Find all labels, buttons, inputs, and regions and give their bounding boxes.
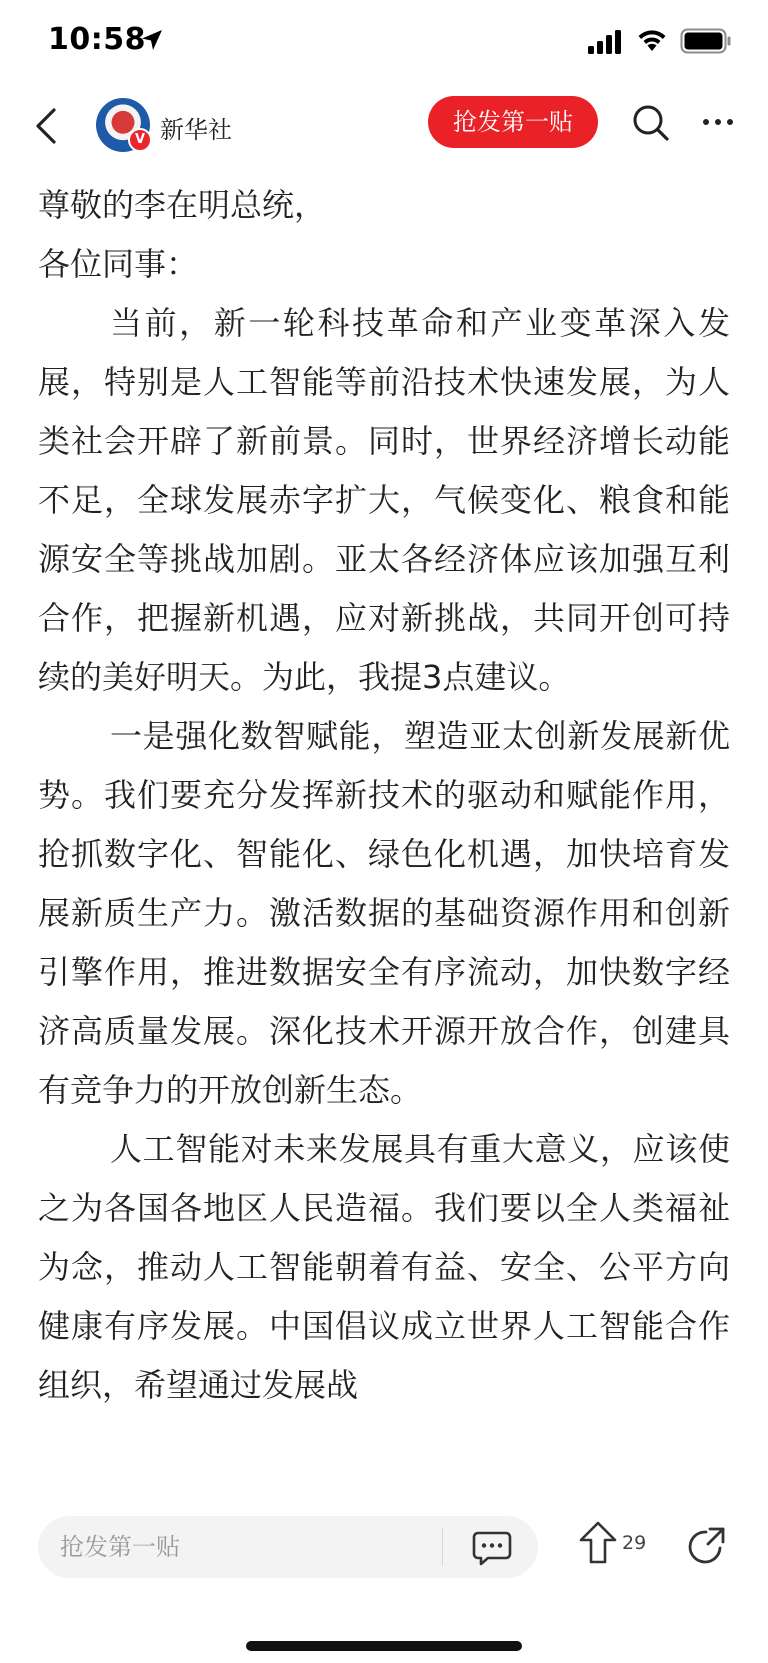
search-icon[interactable] — [630, 102, 670, 142]
bottom-toolbar — [0, 1496, 768, 1663]
verified-badge: V — [128, 128, 152, 152]
cellular-signal-icon — [588, 30, 624, 54]
article-paragraph: 一是强化数智赋能，塑造亚太创新发展新优势。我们要充分发挥新技术的驱动和赋能作用，抢抓数字化、智能化、绿色化机遇，加快培育发展新质生产力。激活数据的基础资源作用和创新引擎作用，推进数据安全有序流动，加快数字经济高质量发展。深化技术开源开放合作，创建具有竞争力的开放创新生态。 — [38, 717, 730, 1109]
share-count: 29 — [622, 1532, 647, 1554]
first-post-button[interactable]: 抢发第一贴 — [428, 96, 598, 148]
comment-bubble-icon[interactable] — [472, 1530, 512, 1566]
battery-icon — [680, 28, 732, 54]
comment-placeholder: 抢发第一贴 — [60, 1533, 180, 1561]
status-time: 10:58 — [48, 22, 146, 57]
article-body — [38, 176, 730, 1496]
status-bar — [0, 0, 768, 84]
article-greeting: 各位同事： — [38, 245, 199, 283]
input-divider — [442, 1528, 443, 1566]
back-button[interactable] — [28, 104, 68, 148]
wifi-icon — [636, 28, 668, 52]
location-arrow-icon — [140, 28, 164, 52]
article-paragraph: 当前，新一轮科技革命和产业变革深入发展，特别是人工智能等前沿技术快速发展，为人类社会开辟了新前景。同时，世界经济增长动能不足，全球发展赤字扩大，气候变化、粮食和能源安全等挑战加剧。亚太各经济体应该加强互利合作，把握新机遇，应对新挑战，共同开创可持续的美好明天。为此，我提3点建议。 — [38, 304, 730, 696]
account-name[interactable]: 新华社 — [160, 116, 232, 144]
nav-bar — [0, 84, 768, 176]
home-indicator — [246, 1641, 522, 1651]
more-dots-icon[interactable] — [698, 102, 738, 142]
comment-input[interactable] — [38, 1516, 538, 1578]
article-paragraph: 人工智能对未来发展具有重大意义，应该使之为各国各地区人民造福。我们要以全人类福祉为念，推动人工智能朝着有益、安全、公平方向健康有序发展。中国倡议成立世界人工智能合作组织，希望通过发展战 — [38, 1130, 730, 1404]
forward-arrow-icon[interactable] — [686, 1526, 726, 1566]
share-up-arrow-icon[interactable] — [578, 1520, 618, 1566]
article-salutation: 尊敬的李在明总统， — [38, 186, 327, 224]
